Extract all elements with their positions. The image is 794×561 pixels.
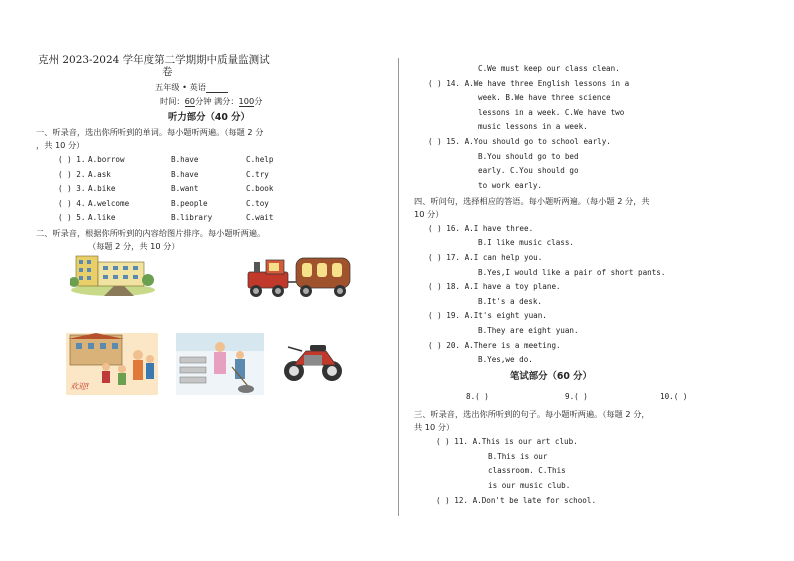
q2-num: ( ) 2. [58, 170, 86, 179]
q5-num: ( ) 5. [58, 213, 86, 222]
q11-line4: is our music club. [488, 481, 571, 490]
section1-instruction: 一、听录音，选出你所听到的单词。每小题听两遍。（每题 2 分 [36, 127, 264, 137]
time-value: 60 [184, 96, 195, 106]
q4-option-c: C.toy [246, 199, 269, 208]
section4-instruction: 四、听问句，选择相应的答语。每小题听两遍。（每小题 2 分，共 [414, 196, 650, 206]
exam-title-line2: 卷 [162, 66, 173, 78]
q11-line1: ( ) 11. A.This is our art club. [436, 437, 578, 446]
q2-option-b: B.have [171, 170, 199, 179]
listening-heading: 听力部分（40 分） [168, 112, 250, 123]
q16-option-b: B.I like music class. [478, 238, 575, 247]
q5-option-a: A.like [88, 213, 116, 222]
welcome-children-picture [66, 333, 158, 395]
column-divider [398, 58, 399, 516]
q14-line3: lessons in a week. C.We have two [478, 108, 625, 117]
written-heading: 笔试部分（60 分） [510, 371, 592, 382]
section2-instruction-cont: （每题 2 分，共 10 分） [88, 241, 180, 251]
q1-option-c: C.help [246, 155, 274, 164]
q4-num: ( ) 4. [58, 199, 86, 208]
exam-title-line1: 克州 2023-2024 学年度第二学期期中质量监测试 [38, 54, 270, 66]
school-building-picture [70, 250, 156, 296]
q19-question: ( ) 19. A.It's eight yuan. [428, 311, 547, 320]
q16-question: ( ) 16. A.I have three. [428, 224, 534, 233]
q19-option-b: B.They are eight yuan. [478, 326, 579, 335]
q1-option-b: B.have [171, 155, 199, 164]
q15-line1: ( ) 15. A.You should go to school early. [428, 137, 611, 146]
q2-option-a: A.ask [88, 170, 111, 179]
q15-line2: B.You should go to bed [478, 152, 579, 161]
q4-option-b: B.people [171, 199, 208, 208]
train-picture [244, 250, 354, 300]
q20-option-b: B.Yes,we do. [478, 355, 533, 364]
q17-question: ( ) 17. A.I can help you. [428, 253, 543, 262]
q17-option-b: B.Yes,I would like a pair of short pants. [478, 268, 666, 277]
q14-line1: ( ) 14. A.We have three English lessons in a [428, 79, 630, 88]
q1-option-a: A.borrow [88, 155, 125, 164]
q12-line1: ( ) 12. A.Don't be late for school. [436, 496, 597, 505]
blank-10: 10.( ) [660, 392, 688, 401]
q4-option-a: A.welcome [88, 199, 130, 208]
q3-num: ( ) 3. [58, 184, 86, 193]
q14-line2: week. B.We have three science [478, 93, 611, 102]
q15-line4: to work early. [478, 181, 543, 190]
section4-instruction-cont: 10 分） [414, 209, 444, 219]
q1-num: ( ) 1. [58, 155, 86, 164]
blank-8: 8.( ) [466, 392, 489, 401]
q20-question: ( ) 20. A.There is a meeting. [428, 341, 561, 350]
q5-option-c: C.wait [246, 213, 274, 222]
q3-option-b: B.want [171, 184, 199, 193]
q2-option-c: C.try [246, 170, 269, 179]
section2-instruction: 二、听录音，根据你所听到的内容给图片排序。每小题听两遍。 [36, 228, 266, 238]
q14-line4: music lessons in a week. [478, 122, 588, 131]
section3-instruction: 三、听录音，选出你所听到的句子。每小题听两遍。（每题 2 分， [414, 409, 650, 419]
section3-instruction-cont: 共 10 分） [414, 422, 455, 432]
welcome-sign-text: 欢迎! [70, 382, 90, 391]
q15-line3: early. C.You should go [478, 166, 579, 175]
q3-option-c: C.book [246, 184, 274, 193]
blank-9: 9.( ) [565, 392, 588, 401]
q13-option-c: C.We must keep our class clean. [478, 64, 620, 73]
section1-instruction-cont: ，共 10 分） [36, 140, 85, 150]
time-score-line: 时间：60分钟 满分：100分 [160, 96, 263, 106]
q5-option-b: B.library [171, 213, 213, 222]
q11-line2: B.This is our [488, 452, 548, 461]
q18-option-b: B.It's a desk. [478, 297, 543, 306]
q3-option-a: A.bike [88, 184, 116, 193]
motorbike-picture [280, 335, 346, 383]
q18-question: ( ) 18. A.I have a toy plane. [428, 282, 561, 291]
cleaning-picture [176, 333, 264, 395]
score-value: 100 [238, 96, 255, 106]
q11-line3: classroom. C.This [488, 466, 566, 475]
grade-subject: 五年级 • 英语 [155, 82, 228, 93]
